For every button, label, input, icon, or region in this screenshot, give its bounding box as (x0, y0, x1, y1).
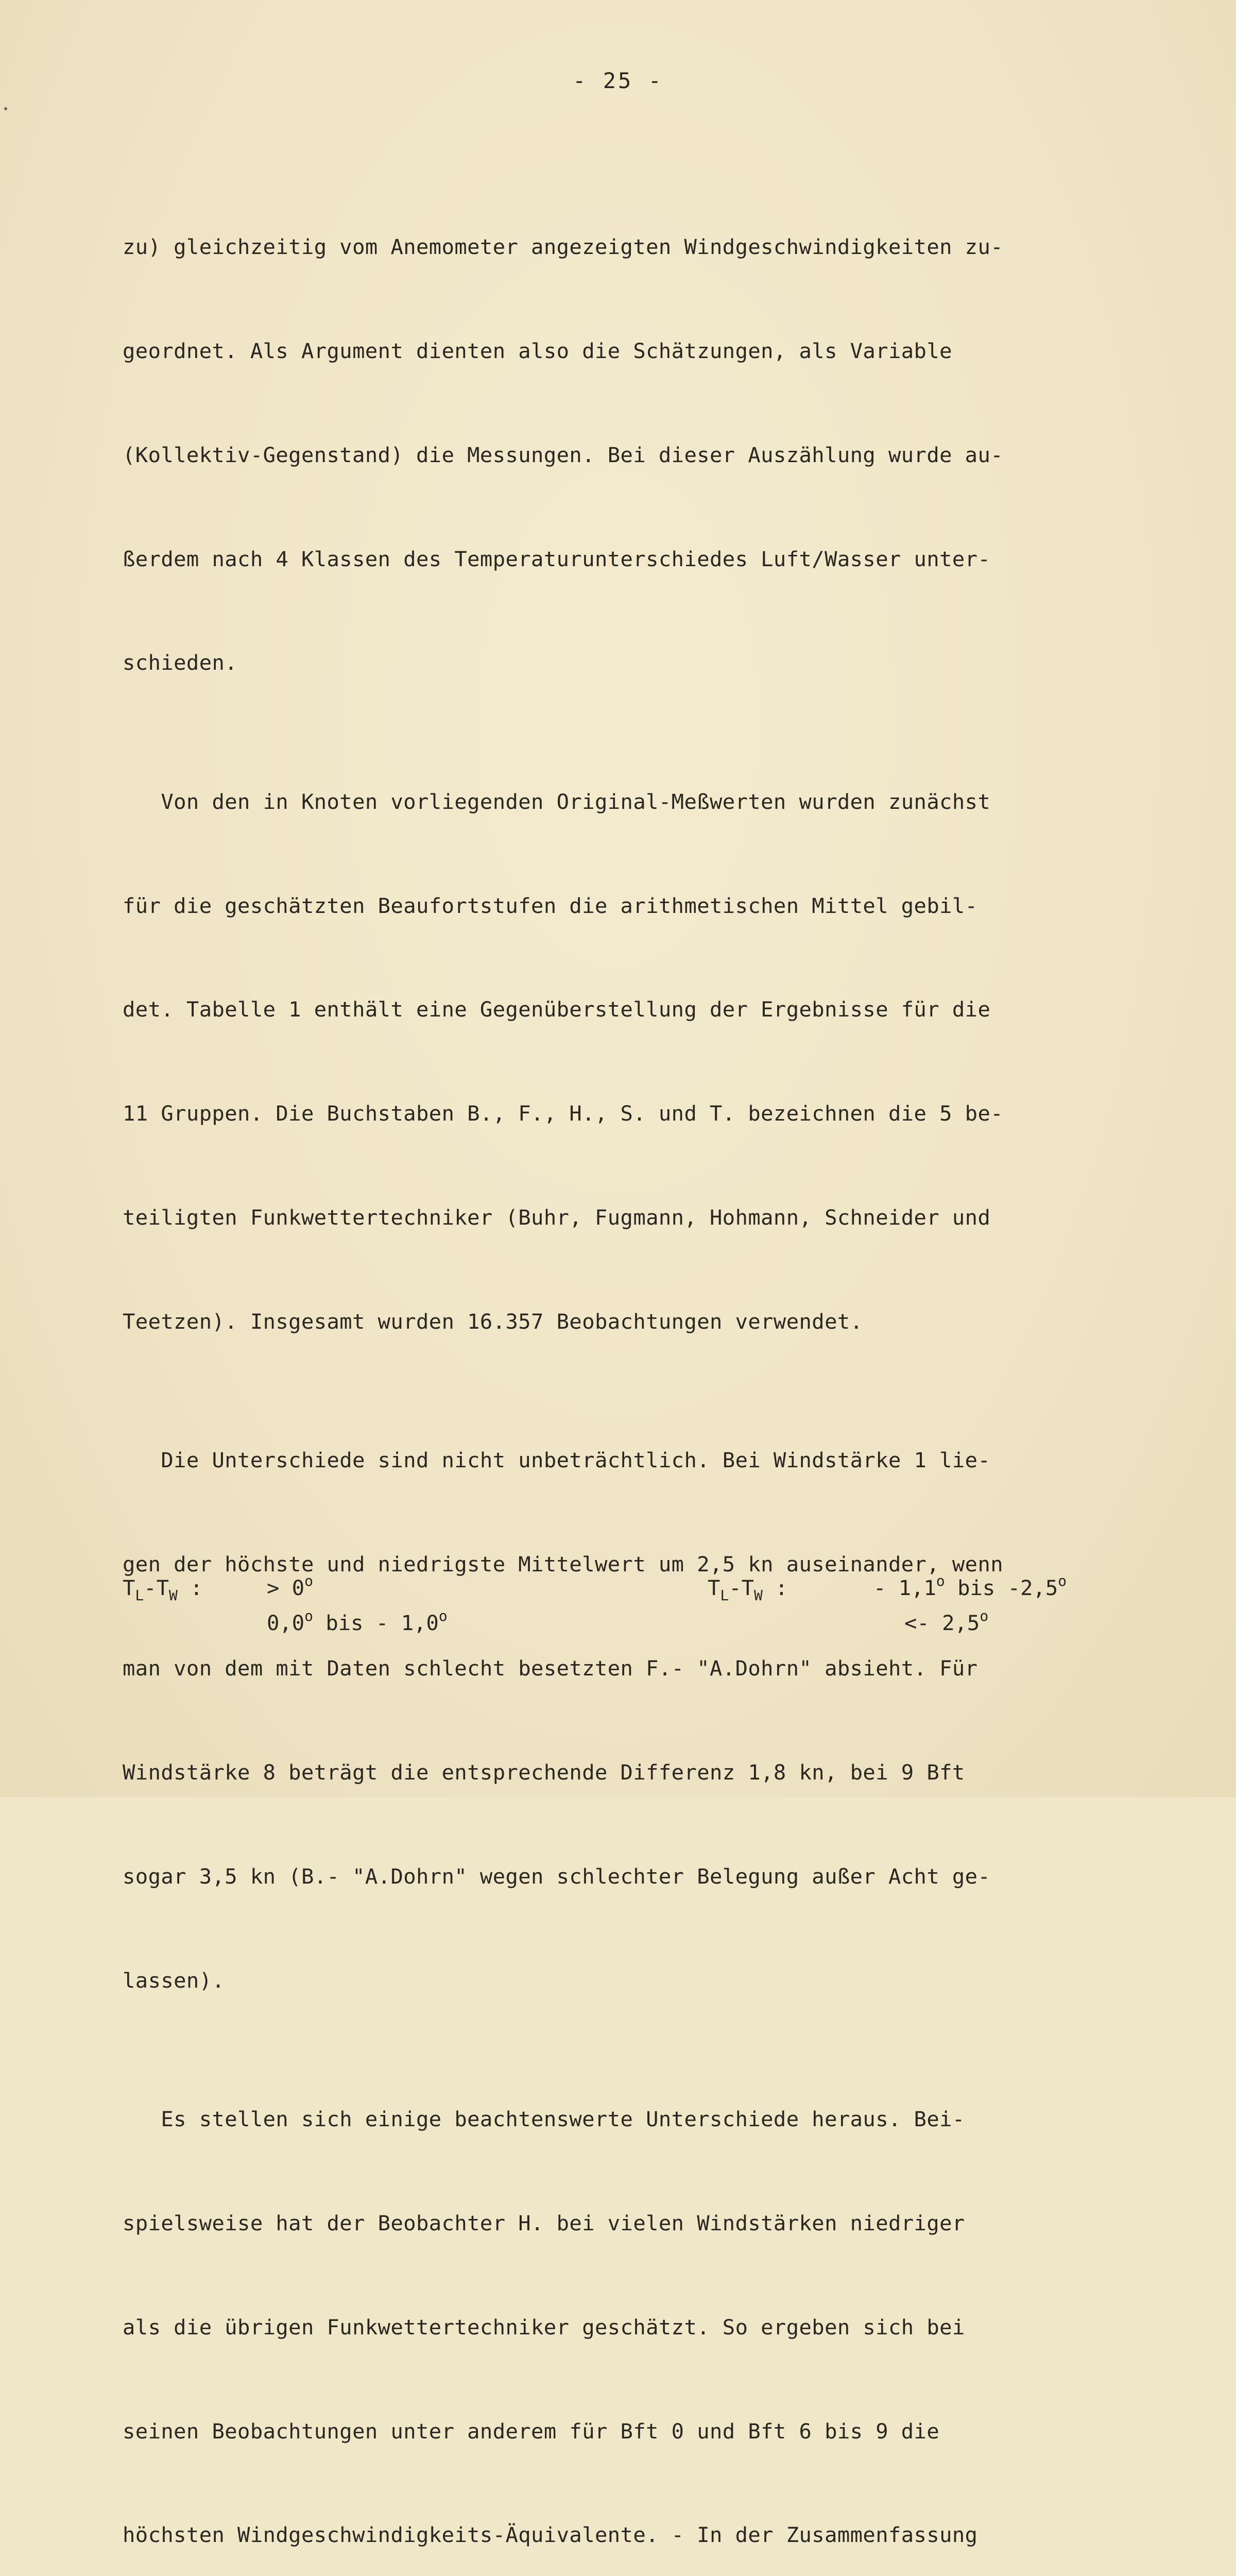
class-label-left (123, 1575, 203, 1604)
text-fragment: bis -2,5 (945, 1575, 1058, 1600)
class-left-2 (267, 1607, 448, 1635)
text-line: geordnet. Als Argument dienten also die Schätzungen, als Variable (123, 338, 952, 363)
text-line: spielsweise hat der Beobachter H. bei vielen Windstärken niedriger (123, 2210, 965, 2235)
text-line: det. Tabelle 1 enthält eine Gegenüberstellung der Ergebnisse für die (123, 997, 991, 1022)
class-label-right (708, 1575, 788, 1604)
text-line: ßerdem nach 4 Klassen des Temperaturunterschiedes Luft/Wasser unter- (123, 546, 991, 571)
class-right-2 (904, 1607, 989, 1635)
text-fragment: T (123, 1575, 135, 1600)
superscript: o (936, 1572, 945, 1589)
document-body (123, 126, 1101, 2576)
text-fragment: bis - 1,0 (313, 1611, 439, 1635)
text-line: gen der höchste und niedrigste Mittelwert um 2,5 kn auseinander, wenn (123, 1552, 1004, 1577)
class-left-1 (267, 1572, 314, 1600)
subscript: L (720, 1587, 729, 1604)
text-fragment: : (775, 1575, 788, 1600)
text-fragment: 0,0 (267, 1611, 305, 1635)
text-line: Windstärke 8 beträgt die entsprechende Differenz 1,8 kn, bei 9 Bft (123, 1759, 965, 1785)
text-fragment: T (708, 1575, 720, 1600)
temperature-classes (123, 1572, 1101, 1648)
superscript: o (980, 1607, 989, 1624)
subscript: W (754, 1587, 763, 1604)
text-line: 11 Gruppen. Die Buchstaben B., F., H., S. und T. bezeichnen die 5 be- (123, 1101, 1004, 1126)
superscript: o (304, 1572, 314, 1589)
text-fragment: -T (729, 1575, 754, 1600)
text-line: höchsten Windgeschwindigkeits-Äquivalente. - In der Zusammenfassung (123, 2522, 978, 2548)
text-line: (Kollektiv-Gegenstand) die Messungen. Bei dieser Auszählung wurde au- (123, 442, 1004, 467)
text-line: sogar 3,5 kn (B.- "A.Dohrn" wegen schlechter Belegung außer Acht ge- (123, 1863, 991, 1889)
text-line: Teetzen). Insgesamt wurden 16.357 Beobachtungen verwendet. (123, 1309, 863, 1334)
class-right-1 (873, 1572, 1067, 1600)
text-line: teiligten Funkwettertechniker (Buhr, Fugmann, Hohmann, Schneider und (123, 1205, 991, 1230)
text-line: für die geschätzten Beaufortstufen die arithmetischen Mittel gebil- (123, 893, 978, 918)
text-line: Es stellen sich einige beachtenswerte Unterschiede heraus. Bei- (123, 2106, 965, 2131)
text-line: schieden. (123, 650, 238, 675)
text-line: als die übrigen Funkwettertechniker geschätzt. So ergeben sich bei (123, 2314, 965, 2340)
text-fragment: > 0 (267, 1575, 305, 1600)
text-line: Die Unterschiede sind nicht unbeträchtlich. Bei Windstärke 1 lie- (123, 1448, 991, 1473)
text-line: zu) gleichzeitig vom Anemometer angezeigten Windgeschwindigkeiten zu- (123, 234, 1004, 259)
text-line: Von den in Knoten vorliegenden Original-Meßwerten wurden zunächst (123, 789, 991, 814)
text-line: lassen). (123, 1968, 225, 1993)
subscript: L (135, 1587, 144, 1604)
superscript: o (304, 1607, 314, 1624)
superscript: o (1058, 1572, 1067, 1589)
page-number: - 25 - (573, 68, 663, 93)
subscript: W (169, 1587, 178, 1604)
paper-speck (4, 107, 7, 110)
text-line: seinen Beobachtungen unter anderem für Bft 0 und Bft 6 bis 9 die (123, 2418, 940, 2444)
text-line: man von dem mit Daten schlecht besetzten F.- "A.Dohrn" absieht. Für (123, 1656, 978, 1681)
text-fragment: : (190, 1575, 203, 1600)
text-fragment: <- 2,5 (904, 1611, 980, 1635)
superscript: o (438, 1607, 448, 1624)
text-fragment: - 1,1 (873, 1575, 936, 1600)
text-fragment: -T (144, 1575, 169, 1600)
